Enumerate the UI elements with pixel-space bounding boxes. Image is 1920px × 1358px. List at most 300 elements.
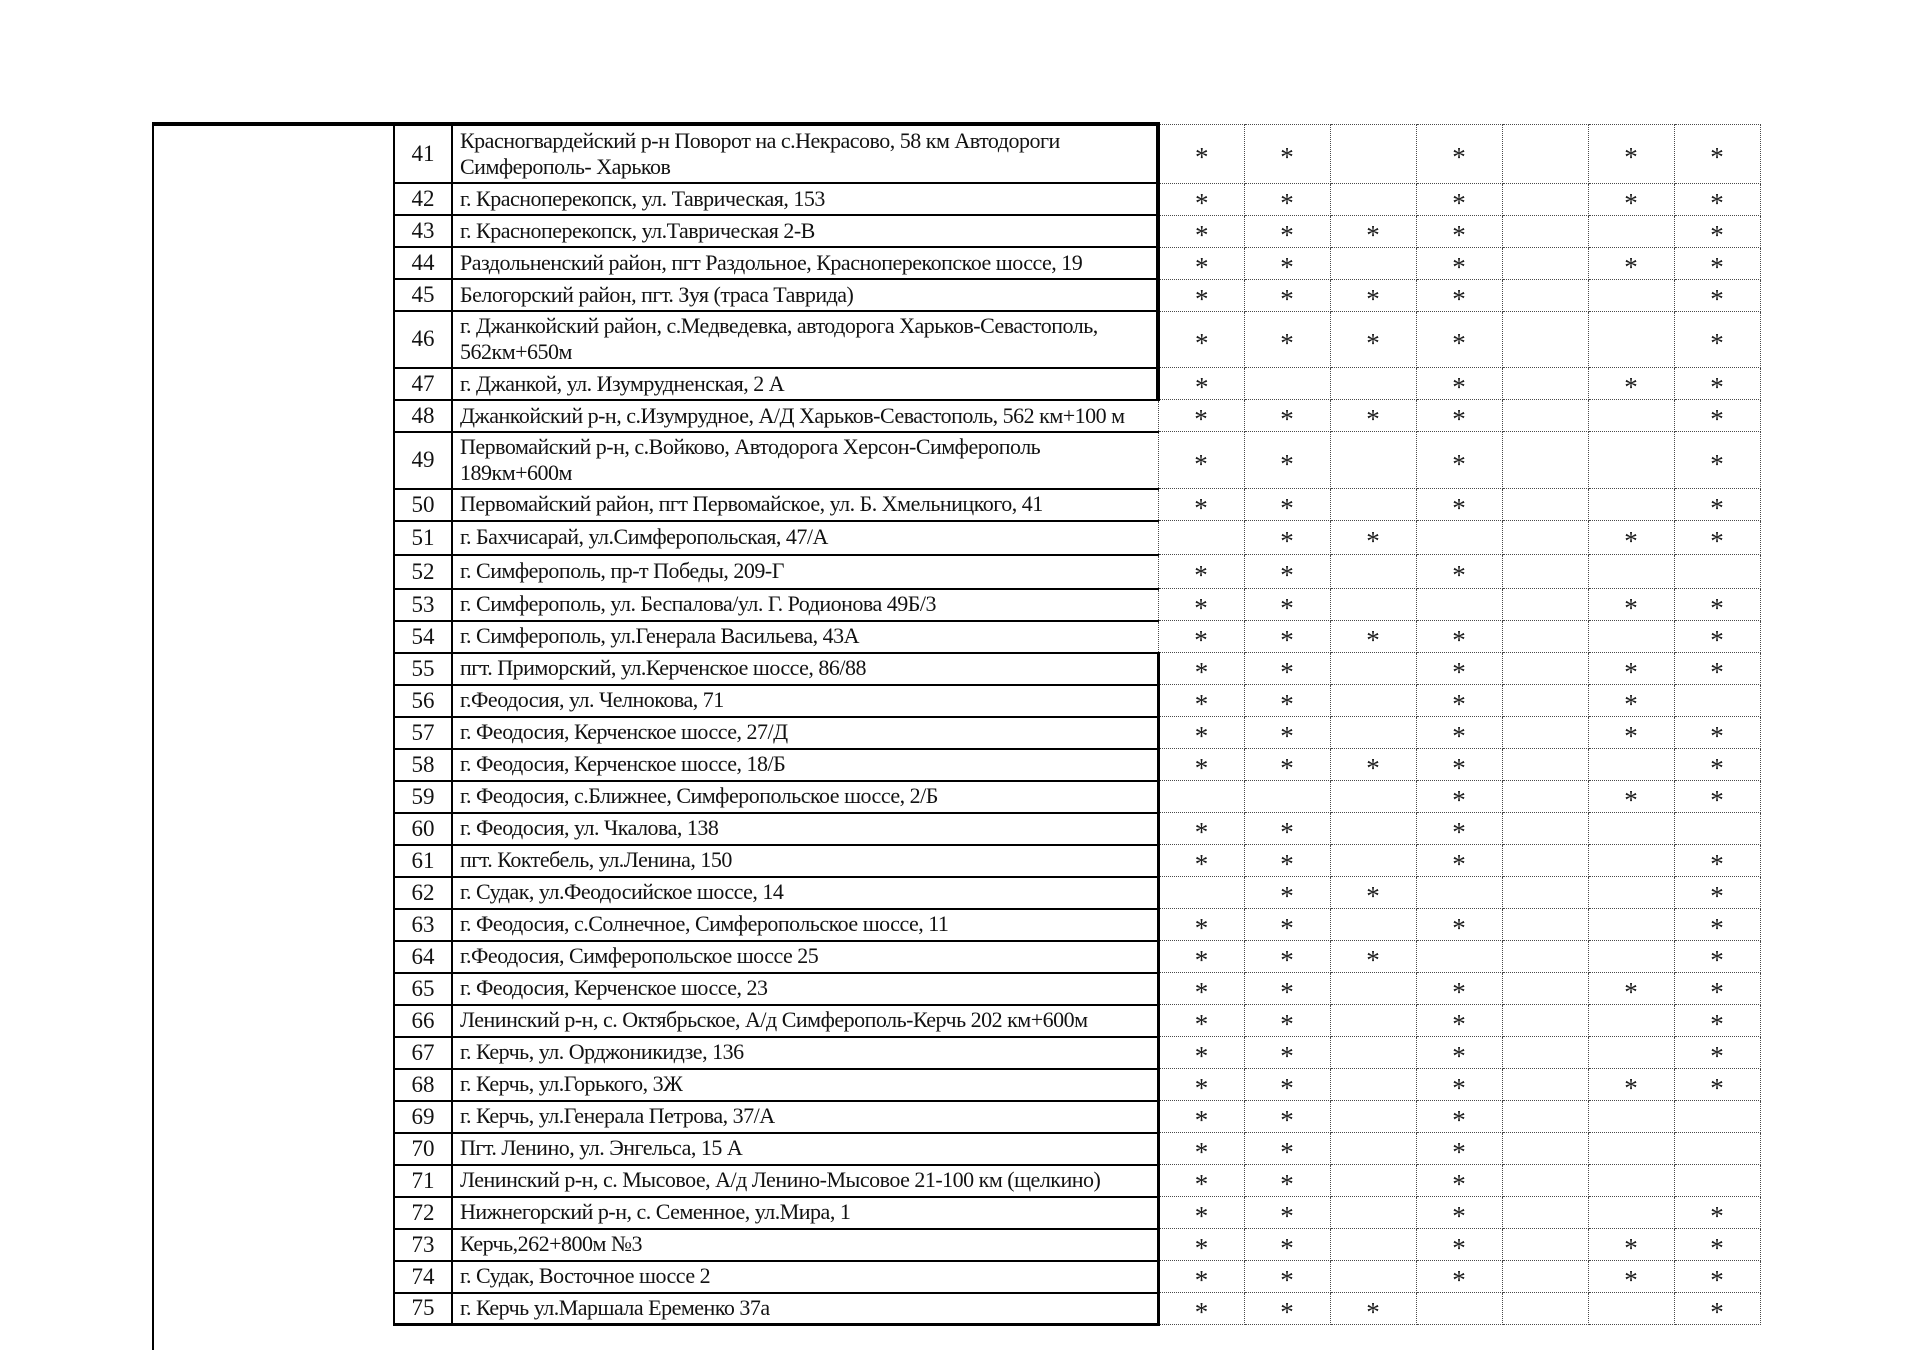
star-mark-cell: [1158, 400, 1244, 432]
asterisk: *: [1280, 283, 1294, 311]
star-mark-cell: [1244, 311, 1330, 368]
asterisk: *: [1710, 1297, 1724, 1325]
star-mark-cell: [1674, 521, 1760, 555]
row-number-cell: 48: [394, 400, 452, 432]
empty-cell: [1416, 589, 1502, 621]
row-number-cell: 72: [394, 1197, 452, 1229]
row-number-cell: 46: [394, 311, 452, 368]
asterisk: *: [1195, 327, 1209, 358]
asterisk: *: [1194, 593, 1208, 621]
asterisk: *: [1624, 1233, 1638, 1261]
row-number-cell: 41: [394, 124, 452, 183]
address-cell: г. Симферополь, ул. Беспалова/ул. Г. Родионова 49Б/3: [452, 589, 1158, 621]
asterisk: *: [1366, 1297, 1380, 1325]
table-row: [394, 813, 1760, 845]
address-cell: г. Джанкой, ул. Изумрудненская, 2 А: [452, 368, 1158, 400]
row-number-cell: 58: [394, 749, 452, 781]
star-mark-cell: [1330, 1293, 1416, 1325]
asterisk: *: [1280, 1137, 1294, 1165]
empty-cell: [1588, 489, 1674, 521]
empty-cell: [1502, 909, 1588, 941]
empty-cell: [1502, 1069, 1588, 1101]
asterisk: *: [1710, 142, 1724, 172]
row-number-cell: 71: [394, 1165, 452, 1197]
table-row: [394, 279, 1760, 311]
star-mark-cell: [1416, 215, 1502, 247]
star-mark-cell: [1674, 489, 1760, 521]
asterisk: *: [1194, 849, 1209, 877]
empty-cell: [1588, 279, 1674, 311]
table-row: [394, 877, 1760, 909]
empty-cell: [1330, 717, 1416, 749]
star-mark-cell: [1674, 1197, 1760, 1229]
star-mark-cell: [1416, 1037, 1502, 1069]
star-mark-cell: [1244, 1229, 1330, 1261]
asterisk: *: [1710, 945, 1724, 973]
star-mark-cell: [1588, 368, 1674, 400]
star-mark-cell: [1416, 183, 1502, 215]
star-mark-cell: [1588, 589, 1674, 621]
table-row: [394, 685, 1760, 717]
table-row: [394, 311, 1760, 368]
asterisk: *: [1280, 625, 1294, 653]
asterisk: *: [1280, 1073, 1294, 1101]
asterisk: *: [1710, 977, 1724, 1005]
star-mark-cell: [1244, 717, 1330, 749]
star-mark-cell: [1244, 400, 1330, 432]
star-mark-cell: [1674, 1229, 1760, 1261]
empty-cell: [1502, 368, 1588, 400]
asterisk: *: [1624, 526, 1638, 555]
star-mark-cell: [1330, 279, 1416, 311]
empty-cell: [1588, 813, 1674, 845]
address-cell: Красногвардейский р-н Поворот на с.Некрасово, 58 км Автодороги Симферополь- Харьков: [452, 124, 1158, 183]
empty-cell: [1502, 877, 1588, 909]
empty-cell: [1502, 1005, 1588, 1037]
asterisk: *: [1452, 753, 1466, 781]
empty-cell: [1330, 1229, 1416, 1261]
star-mark-cell: [1416, 311, 1502, 368]
asterisk: *: [1452, 1137, 1466, 1165]
star-mark-cell: [1158, 685, 1244, 717]
empty-cell: [1588, 1005, 1674, 1037]
table-body: [394, 124, 1760, 1325]
empty-cell: [1330, 589, 1416, 621]
empty-cell: [1674, 555, 1760, 589]
star-mark-cell: [1158, 813, 1244, 845]
row-number-cell: 51: [394, 521, 452, 555]
empty-cell: [1588, 1197, 1674, 1229]
empty-cell: [1330, 813, 1416, 845]
asterisk: *: [1195, 187, 1209, 215]
address-cell: г. Феодосия, с.Ближнее, Симферопольское шоссе, 2/Б: [452, 781, 1158, 813]
asterisk: *: [1452, 977, 1466, 1005]
star-mark-cell: [1158, 749, 1244, 781]
empty-cell: [1588, 749, 1674, 781]
empty-cell: [1502, 1101, 1588, 1133]
star-mark-cell: [1158, 717, 1244, 749]
asterisk: *: [1452, 251, 1466, 279]
table-row: [394, 1293, 1760, 1325]
table-row: [394, 521, 1760, 555]
asterisk: *: [1710, 1041, 1724, 1069]
asterisk: *: [1452, 493, 1466, 521]
asterisk: *: [1710, 448, 1724, 479]
empty-cell: [1416, 877, 1502, 909]
asterisk: *: [1452, 1233, 1466, 1261]
empty-cell: [1158, 781, 1244, 813]
empty-cell: [1158, 877, 1244, 909]
asterisk: *: [1452, 142, 1466, 172]
asterisk: *: [1624, 372, 1638, 400]
star-mark-cell: [1244, 877, 1330, 909]
star-mark-cell: [1158, 1133, 1244, 1165]
asterisk: *: [1194, 1137, 1209, 1165]
asterisk: *: [1195, 219, 1209, 247]
empty-cell: [1588, 1101, 1674, 1133]
star-mark-cell: [1416, 279, 1502, 311]
asterisk: *: [1195, 142, 1209, 172]
star-mark-cell: [1588, 685, 1674, 717]
star-mark-cell: [1244, 1069, 1330, 1101]
table-row: [394, 400, 1760, 432]
asterisk: *: [1194, 945, 1209, 973]
asterisk: *: [1624, 142, 1638, 172]
empty-cell: [1588, 555, 1674, 589]
empty-cell: [1158, 521, 1244, 555]
empty-cell: [1330, 432, 1416, 489]
star-mark-cell: [1158, 183, 1244, 215]
address-cell: г. Феодосия, ул. Чкалова, 138: [452, 813, 1158, 845]
asterisk: *: [1280, 404, 1294, 432]
star-mark-cell: [1244, 1005, 1330, 1037]
asterisk: *: [1710, 1233, 1724, 1261]
row-number-cell: 74: [394, 1261, 452, 1293]
left-empty-column: [152, 122, 393, 1326]
star-mark-cell: [1244, 973, 1330, 1005]
star-mark-cell: [1416, 432, 1502, 489]
empty-cell: [1330, 1133, 1416, 1165]
table-row: [394, 183, 1760, 215]
address-cell: пгт. Коктебель, ул.Ленина, 150: [452, 845, 1158, 877]
empty-cell: [1330, 1197, 1416, 1229]
empty-cell: [1330, 653, 1416, 685]
star-mark-cell: [1674, 1069, 1760, 1101]
star-mark-cell: [1158, 589, 1244, 621]
star-mark-cell: [1674, 973, 1760, 1005]
empty-cell: [1330, 781, 1416, 813]
empty-cell: [1588, 877, 1674, 909]
star-mark-cell: [1330, 521, 1416, 555]
star-mark-cell: [1416, 749, 1502, 781]
empty-cell: [1416, 521, 1502, 555]
address-cell: г. Бахчисарай, ул.Симферопольская, 47/А: [452, 521, 1158, 555]
empty-cell: [1588, 1133, 1674, 1165]
empty-cell: [1588, 1165, 1674, 1197]
star-mark-cell: [1158, 1101, 1244, 1133]
star-mark-cell: [1416, 124, 1502, 183]
empty-cell: [1330, 555, 1416, 589]
star-mark-cell: [1674, 247, 1760, 279]
asterisk: *: [1452, 1041, 1466, 1069]
star-mark-cell: [1416, 1165, 1502, 1197]
asterisk: *: [1194, 1265, 1209, 1293]
asterisk: *: [1624, 187, 1638, 215]
asterisk: *: [1194, 1073, 1209, 1101]
asterisk: *: [1194, 817, 1209, 845]
star-mark-cell: [1674, 183, 1760, 215]
empty-cell: [1330, 124, 1416, 183]
asterisk: *: [1452, 404, 1466, 432]
empty-cell: [1502, 1165, 1588, 1197]
empty-cell: [1588, 909, 1674, 941]
star-mark-cell: [1244, 589, 1330, 621]
row-number-cell: 47: [394, 368, 452, 400]
star-mark-cell: [1416, 247, 1502, 279]
table-row: [394, 1165, 1760, 1197]
empty-cell: [1502, 311, 1588, 368]
row-number-cell: 64: [394, 941, 452, 973]
asterisk: *: [1280, 526, 1294, 555]
empty-cell: [1502, 432, 1588, 489]
empty-cell: [1674, 1133, 1760, 1165]
address-cell: г. Судак, ул.Феодосийское шоссе, 14: [452, 877, 1158, 909]
star-mark-cell: [1674, 1005, 1760, 1037]
table-row: [394, 1037, 1760, 1069]
star-mark-cell: [1158, 1165, 1244, 1197]
address-cell: г. Судак, Восточное шоссе 2: [452, 1261, 1158, 1293]
asterisk: *: [1280, 448, 1294, 479]
empty-cell: [1502, 489, 1588, 521]
address-cell: Ленинский р-н, с. Октябрьское, А/д Симферополь-Керчь 202 км+600м: [452, 1005, 1158, 1037]
table-row: [394, 489, 1760, 521]
empty-cell: [1502, 973, 1588, 1005]
row-number-cell: 62: [394, 877, 452, 909]
asterisk: *: [1280, 493, 1294, 521]
star-mark-cell: [1330, 311, 1416, 368]
empty-cell: [1502, 279, 1588, 311]
empty-cell: [1330, 1037, 1416, 1069]
asterisk: *: [1710, 251, 1724, 279]
star-mark-cell: [1588, 247, 1674, 279]
empty-cell: [1502, 1197, 1588, 1229]
address-cell: г. Симферополь, пр-т Победы, 209-Г: [452, 555, 1158, 589]
star-mark-cell: [1330, 877, 1416, 909]
row-number-cell: 65: [394, 973, 452, 1005]
row-number-cell: 73: [394, 1229, 452, 1261]
empty-cell: [1330, 1101, 1416, 1133]
address-cell: г. Керчь, ул. Орджоникидзе, 136: [452, 1037, 1158, 1069]
asterisk: *: [1710, 625, 1724, 653]
row-number-cell: 69: [394, 1101, 452, 1133]
empty-cell: [1674, 1101, 1760, 1133]
row-number-cell: 70: [394, 1133, 452, 1165]
star-mark-cell: [1244, 749, 1330, 781]
empty-cell: [1244, 368, 1330, 400]
row-number-cell: 56: [394, 685, 452, 717]
asterisk: *: [1280, 1297, 1294, 1325]
empty-cell: [1502, 555, 1588, 589]
star-mark-cell: [1674, 1261, 1760, 1293]
asterisk: *: [1194, 1169, 1209, 1197]
empty-cell: [1244, 781, 1330, 813]
star-mark-cell: [1416, 909, 1502, 941]
star-mark-cell: [1158, 1229, 1244, 1261]
row-number-cell: 52: [394, 555, 452, 589]
asterisk: *: [1194, 560, 1208, 589]
table-row: [394, 749, 1760, 781]
table-row: [394, 845, 1760, 877]
address-cell: г. Красноперекопск, ул.Таврическая 2-В: [452, 215, 1158, 247]
asterisk: *: [1194, 657, 1209, 685]
asterisk: *: [1280, 753, 1294, 781]
asterisk: *: [1194, 1233, 1209, 1261]
star-mark-cell: [1416, 653, 1502, 685]
asterisk: *: [1280, 1009, 1294, 1037]
empty-cell: [1588, 941, 1674, 973]
empty-cell: [1502, 941, 1588, 973]
address-cell: г.Феодосия, Симферопольское шоссе 25: [452, 941, 1158, 973]
address-grid: [393, 122, 1761, 1326]
asterisk: *: [1710, 526, 1724, 555]
row-number-cell: 55: [394, 653, 452, 685]
asterisk: *: [1452, 187, 1466, 215]
asterisk: *: [1194, 913, 1209, 941]
asterisk: *: [1452, 625, 1466, 653]
empty-cell: [1588, 1037, 1674, 1069]
table-row: [394, 1261, 1760, 1293]
asterisk: *: [1280, 251, 1294, 279]
star-mark-cell: [1588, 781, 1674, 813]
star-mark-cell: [1416, 368, 1502, 400]
asterisk: *: [1624, 1073, 1638, 1101]
table-row: [394, 1005, 1760, 1037]
star-mark-cell: [1244, 521, 1330, 555]
star-mark-cell: [1674, 400, 1760, 432]
address-cell: г. Джанкойский район, с.Медведевка, автодорога Харьков-Севастополь, 562км+650м: [452, 311, 1158, 368]
star-mark-cell: [1416, 555, 1502, 589]
row-number-cell: 53: [394, 589, 452, 621]
star-mark-cell: [1244, 183, 1330, 215]
asterisk: *: [1280, 593, 1294, 621]
asterisk: *: [1452, 448, 1466, 479]
star-mark-cell: [1674, 279, 1760, 311]
table-row: [394, 941, 1760, 973]
star-mark-cell: [1244, 909, 1330, 941]
asterisk: *: [1366, 219, 1380, 247]
star-mark-cell: [1158, 941, 1244, 973]
address-cell: г. Симферополь, ул.Генерала Васильева, 43А: [452, 621, 1158, 653]
star-mark-cell: [1416, 1101, 1502, 1133]
star-mark-cell: [1244, 279, 1330, 311]
star-mark-cell: [1158, 215, 1244, 247]
star-mark-cell: [1674, 877, 1760, 909]
star-mark-cell: [1588, 973, 1674, 1005]
address-cell: пгт. Приморский, ул.Керченское шоссе, 86/88: [452, 653, 1158, 685]
star-mark-cell: [1674, 749, 1760, 781]
star-mark-cell: [1244, 621, 1330, 653]
asterisk: *: [1710, 593, 1724, 621]
star-mark-cell: [1244, 1037, 1330, 1069]
star-mark-cell: [1244, 813, 1330, 845]
star-mark-cell: [1674, 589, 1760, 621]
empty-cell: [1502, 685, 1588, 717]
asterisk: *: [1366, 526, 1380, 555]
table-row: [394, 1197, 1760, 1229]
asterisk: *: [1280, 689, 1294, 717]
asterisk: *: [1624, 689, 1638, 717]
asterisk: *: [1452, 849, 1466, 877]
star-mark-cell: [1158, 368, 1244, 400]
address-cell: г.Феодосия, ул. Челнокова, 71: [452, 685, 1158, 717]
address-cell: Раздольненский район, пгт Раздольное, Красноперекопское шоссе, 19: [452, 247, 1158, 279]
asterisk: *: [1452, 817, 1466, 845]
asterisk: *: [1366, 625, 1380, 653]
star-mark-cell: [1674, 432, 1760, 489]
star-mark-cell: [1416, 489, 1502, 521]
empty-cell: [1330, 685, 1416, 717]
asterisk: *: [1624, 1265, 1638, 1293]
asterisk: *: [1366, 404, 1380, 432]
asterisk: *: [1280, 657, 1294, 685]
asterisk: *: [1452, 785, 1466, 813]
table-row: [394, 1101, 1760, 1133]
star-mark-cell: [1674, 909, 1760, 941]
asterisk: *: [1366, 327, 1380, 358]
star-mark-cell: [1330, 215, 1416, 247]
table-row: [394, 1069, 1760, 1101]
empty-cell: [1330, 247, 1416, 279]
empty-cell: [1674, 685, 1760, 717]
empty-cell: [1502, 845, 1588, 877]
asterisk: *: [1194, 753, 1209, 781]
asterisk: *: [1280, 187, 1294, 215]
asterisk: *: [1710, 1073, 1724, 1101]
asterisk: *: [1280, 560, 1294, 589]
table-row: [394, 781, 1760, 813]
star-mark-cell: [1330, 400, 1416, 432]
asterisk: *: [1710, 1009, 1724, 1037]
star-mark-cell: [1674, 311, 1760, 368]
empty-cell: [1502, 717, 1588, 749]
table-row: [394, 555, 1760, 589]
empty-cell: [1502, 247, 1588, 279]
empty-cell: [1330, 1069, 1416, 1101]
asterisk: *: [1280, 849, 1294, 877]
star-mark-cell: [1244, 555, 1330, 589]
empty-cell: [1502, 1037, 1588, 1069]
asterisk: *: [1194, 404, 1208, 432]
asterisk: *: [1624, 251, 1638, 279]
empty-cell: [1588, 311, 1674, 368]
star-mark-cell: [1588, 653, 1674, 685]
star-mark-cell: [1330, 621, 1416, 653]
asterisk: *: [1710, 881, 1724, 909]
star-mark-cell: [1588, 183, 1674, 215]
star-mark-cell: [1244, 489, 1330, 521]
star-mark-cell: [1244, 1197, 1330, 1229]
address-cell: Ленинский р-н, с. Мысовое, А/д Ленино-Мысовое 21-100 км (щелкино): [452, 1165, 1158, 1197]
asterisk: *: [1710, 785, 1724, 813]
empty-cell: [1588, 432, 1674, 489]
asterisk: *: [1280, 721, 1294, 749]
star-mark-cell: [1244, 1293, 1330, 1325]
star-mark-cell: [1158, 973, 1244, 1005]
table-row: [394, 1133, 1760, 1165]
asterisk: *: [1624, 721, 1638, 749]
empty-cell: [1588, 1293, 1674, 1325]
asterisk: *: [1452, 657, 1466, 685]
